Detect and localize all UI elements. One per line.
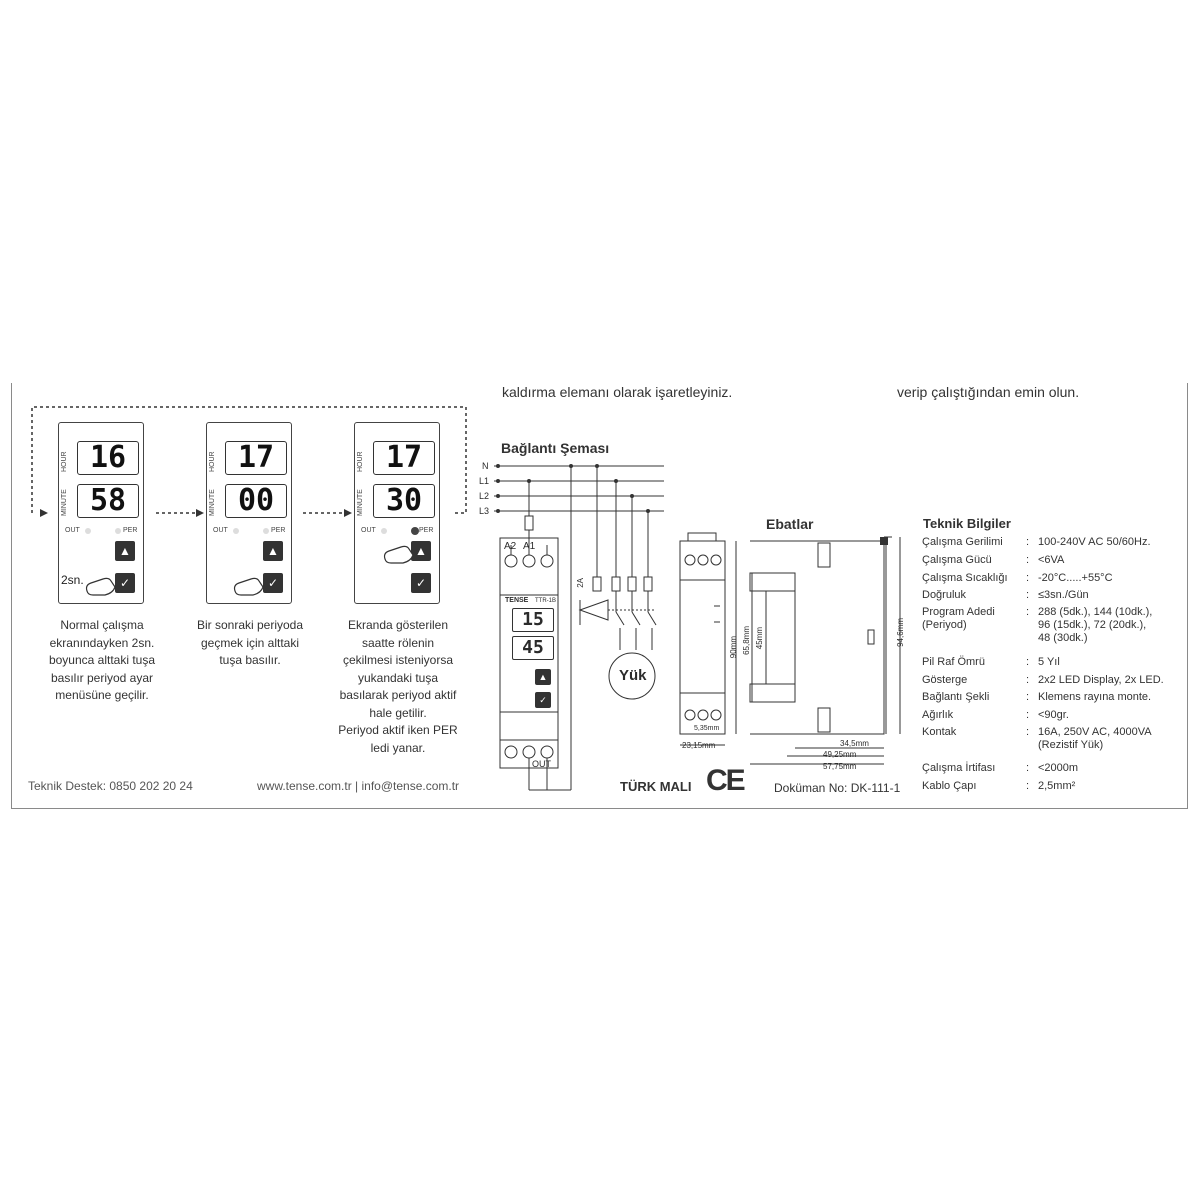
fuse-label: 2A	[576, 578, 585, 588]
ok-button[interactable]: ✓	[263, 573, 283, 593]
dim-57-75mm: 57,75mm	[823, 762, 857, 771]
dim-34-5mm: 34,5mm	[840, 739, 869, 748]
support-phone: Teknik Destek: 0850 202 20 24	[28, 779, 193, 793]
out-label: OUT	[213, 527, 228, 534]
hour-display: 17	[225, 441, 287, 475]
line-label-l1: L1	[479, 476, 490, 486]
ok-button[interactable]: ✓	[411, 573, 431, 593]
hour-display: 16	[77, 441, 139, 475]
hour-display: 17	[373, 441, 435, 475]
wiring-title: Bağlantı Şeması	[501, 440, 610, 456]
specs-title: Teknik Bilgiler	[923, 516, 1011, 531]
dim-45mm: 45mm	[755, 627, 764, 650]
press-time-label: 2sn.	[61, 573, 84, 587]
minute-label: MINUTE	[61, 489, 68, 517]
terminal-a1: A1	[523, 541, 536, 552]
terminal-a2: A2	[504, 541, 517, 552]
top-text-left: kaldırma elemanı olarak işaretleyiniz.	[502, 384, 733, 400]
brand-logo: TENSE	[505, 597, 529, 604]
line-label-l2: L2	[479, 491, 490, 501]
up-button[interactable]: ▲	[263, 541, 283, 561]
top-text-right: verip çalıştığından emin olun.	[897, 384, 1080, 400]
load-label: Yük	[619, 667, 647, 684]
hour-label: HOUR	[209, 451, 216, 473]
dim-23-15mm: 23,15mm	[682, 741, 716, 750]
per-label: PER	[271, 527, 286, 534]
out-label: OUT	[361, 527, 376, 534]
ce-mark-logo: CE	[706, 764, 744, 797]
out-terminal-label: OUT	[532, 759, 551, 769]
model-label: TTR-1B	[535, 598, 556, 604]
dim-5-35mm: 5,35mm	[694, 725, 720, 732]
ok-button[interactable]: ✓	[115, 573, 135, 593]
minute-label: MINUTE	[357, 489, 364, 517]
dimensions-title: Ebatlar	[766, 516, 814, 532]
line-label-n: N	[482, 461, 489, 471]
dim-90mm: 90mm	[729, 636, 738, 659]
wiring-display-top: 15	[512, 608, 554, 632]
document-number: Doküman No: DK-111-1	[774, 781, 901, 795]
wiring-display-bottom: 45	[512, 636, 554, 660]
website-email[interactable]: www.tense.com.tr | info@tense.com.tr	[257, 779, 460, 793]
out-label: OUT	[65, 527, 80, 534]
dim-94-6mm: 94,6mm	[896, 618, 905, 647]
step1-caption: Normal çalışma ekranındayken 2sn. boyunca alttaki tuşa basılır periyod ayar menüsüne geçilir.	[48, 618, 156, 702]
minute-label: MINUTE	[209, 489, 216, 517]
spec-row: Program Adedi (Periyod) : 288 (5dk.), 144 (10dk.), 96 (15dk.), 72 (20dk.), 48 (30dk.)	[922, 606, 1153, 644]
wiring-ok-button: ✓	[535, 692, 551, 708]
per-label: PER	[123, 527, 138, 534]
hour-label: HOUR	[61, 451, 68, 473]
minute-display: 00	[225, 484, 287, 518]
line-label-l3: L3	[479, 506, 490, 516]
wiring-up-button: ▲	[535, 669, 551, 685]
hour-label: HOUR	[357, 451, 364, 473]
spec-row: Kontak : 16A, 250V AC, 4000VA (Rezistif Yük)	[922, 726, 1152, 751]
minute-display: 30	[373, 484, 435, 518]
step2-caption: Bir sonraki periyoda geçmek için alttaki tuşa basılır.	[196, 618, 304, 667]
made-in-turkey: TÜRK MALI	[620, 779, 692, 794]
minute-display: 58	[77, 484, 139, 518]
step3-caption: Ekranda gösterilen saatte rölenin çekilmesi isteniyorsa yukandaki tuşa basılarak periyod aktif hale getilir. Periyod aktif iken PER ledi yanar.	[338, 618, 458, 755]
up-button[interactable]: ▲	[115, 541, 135, 561]
up-button[interactable]: ▲	[411, 541, 431, 561]
dim-65-8mm: 65,8mm	[742, 626, 751, 655]
dim-49-25mm: 49,25mm	[823, 750, 857, 759]
per-label: PER	[419, 527, 434, 534]
